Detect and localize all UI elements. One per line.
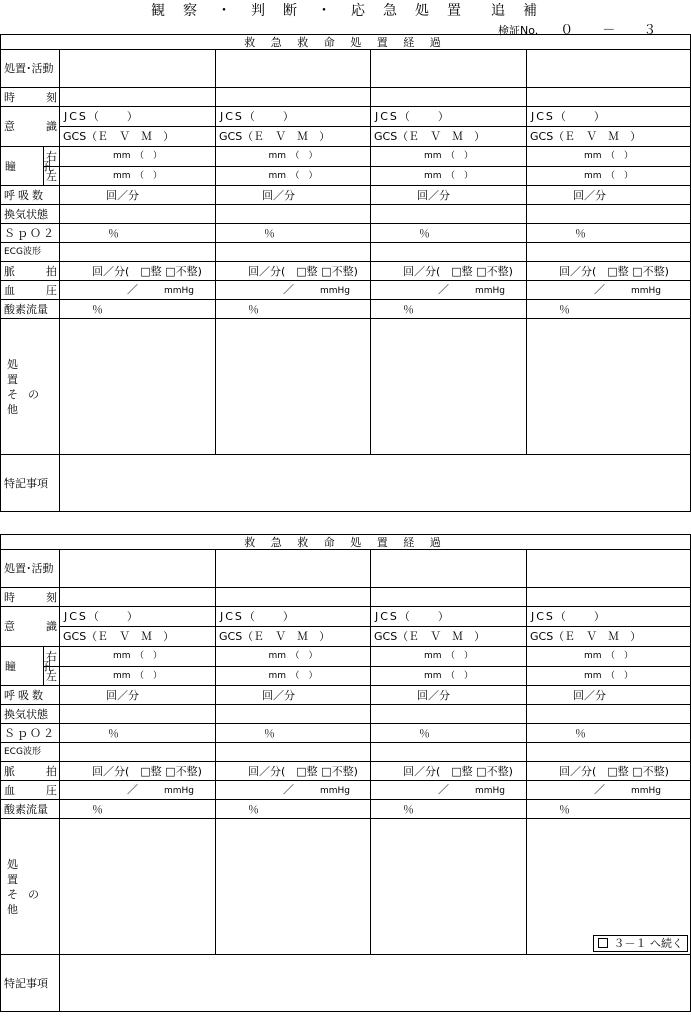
respiration-cell[interactable]: 回／分 [371, 186, 527, 205]
respiration-cell[interactable]: 回／分 [216, 186, 371, 205]
section-title: 救 急 救 命 処 置 経 過 [1, 535, 691, 550]
label-pupil-left: 左 [44, 167, 60, 186]
time-cell[interactable] [60, 588, 216, 607]
jcs-cell[interactable]: JCS（ ） [216, 107, 371, 127]
spo2-cell[interactable]: ％ [60, 724, 216, 743]
oxygen-cell[interactable]: ％ [216, 300, 371, 319]
bp-cell[interactable] [60, 781, 216, 800]
bp-cell[interactable] [216, 281, 371, 300]
pulse-cell[interactable]: 回／分( □整 □不整) [527, 762, 691, 781]
bp-cell[interactable] [527, 781, 691, 800]
label-spo2: ＳｐＯ２ [1, 224, 60, 243]
label-activity: 処置･活動 [1, 50, 60, 88]
bp-slash: ／ [283, 783, 294, 796]
respiration-cell[interactable]: 回／分 [60, 686, 216, 705]
time-cell[interactable] [527, 88, 691, 107]
oxygen-cell[interactable]: ％ [216, 800, 371, 819]
ventilation-cell[interactable] [527, 205, 691, 224]
respiration-cell[interactable]: 回／分 [60, 186, 216, 205]
cert-sub: ３ [643, 23, 657, 38]
label-pulse: 脈 拍 [1, 762, 60, 781]
pupil-left-cell[interactable]: mm （ ） [216, 167, 371, 186]
label-pupil: 瞳 孔 [1, 147, 44, 186]
spo2-cell[interactable]: ％ [216, 724, 371, 743]
jcs-cell[interactable]: JCS（ ） [60, 607, 216, 627]
pupil-right-cell[interactable]: mm （ ） [527, 147, 691, 167]
pupil-right-cell[interactable]: mm （ ） [60, 147, 216, 167]
time-cell[interactable] [60, 88, 216, 107]
activity-cell[interactable] [60, 50, 216, 88]
ecg-cell[interactable] [371, 243, 527, 262]
bp-unit: mmHg [475, 286, 506, 296]
spo2-cell[interactable]: ％ [527, 724, 691, 743]
treatment-cell[interactable] [527, 319, 691, 455]
label-treatment [1, 819, 60, 955]
oxygen-cell[interactable]: ％ [371, 300, 527, 319]
label-bp: 血 圧 [1, 281, 60, 300]
pupil-left-cell[interactable]: mm （ ） [216, 667, 371, 686]
pupil-left-cell[interactable]: mm （ ） [527, 667, 691, 686]
ecg-cell[interactable] [60, 743, 216, 762]
oxygen-cell[interactable]: ％ [60, 300, 216, 319]
jcs-cell[interactable]: JCS（ ） [371, 107, 527, 127]
treatment-cell[interactable] [216, 819, 371, 955]
ecg-cell[interactable] [216, 743, 371, 762]
pupil-left-cell[interactable]: mm （ ） [60, 667, 216, 686]
progress-section-2 [0, 534, 690, 1012]
pupil-right-cell[interactable]: mm （ ） [60, 647, 216, 667]
respiration-cell[interactable]: 回／分 [527, 186, 691, 205]
jcs-cell[interactable]: JCS（ ） [527, 107, 691, 127]
bp-unit: mmHg [475, 786, 506, 796]
bp-cell[interactable] [216, 781, 371, 800]
bp-slash: ／ [594, 783, 605, 796]
spo2-cell[interactable]: ％ [60, 224, 216, 243]
oxygen-cell[interactable]: ％ [527, 800, 691, 819]
label-treatment [1, 319, 60, 455]
time-cell[interactable] [216, 88, 371, 107]
activity-cell[interactable] [216, 50, 371, 88]
ventilation-cell[interactable] [371, 205, 527, 224]
gcs-cell[interactable]: GCS（Ｅ Ｖ Ｍ ） [371, 127, 527, 147]
activity-cell[interactable] [371, 50, 527, 88]
bp-unit: mmHg [631, 786, 662, 796]
oxygen-cell[interactable]: ％ [60, 800, 216, 819]
ecg-cell[interactable] [527, 243, 691, 262]
label-pupil-right: 右 [44, 647, 60, 667]
label-time: 時 刻 [1, 588, 60, 607]
bp-slash: ／ [594, 283, 605, 296]
title-part-observation: 観 察 [151, 3, 199, 19]
title-part-first-aid: 応 急 処 置 [351, 3, 463, 19]
pupil-right-cell[interactable]: mm （ ） [371, 647, 527, 667]
bp-unit: mmHg [164, 286, 195, 296]
label-treatment-line1: 処置 [7, 357, 42, 386]
ecg-cell[interactable] [527, 743, 691, 762]
time-cell[interactable] [371, 588, 527, 607]
spo2-cell[interactable]: ％ [371, 224, 527, 243]
ventilation-cell[interactable] [216, 205, 371, 224]
pulse-cell[interactable]: 回／分( □整 □不整) [216, 762, 371, 781]
bp-slash: ／ [438, 783, 449, 796]
pupil-left-cell[interactable]: mm （ ） [371, 167, 527, 186]
gcs-cell[interactable]: GCS（Ｅ Ｖ Ｍ ） [527, 127, 691, 147]
spo2-cell[interactable]: ％ [527, 224, 691, 243]
gcs-cell[interactable]: GCS（Ｅ Ｖ Ｍ ） [527, 627, 691, 647]
label-treatment-line2: その他 [7, 387, 49, 416]
pupil-left-cell[interactable]: mm （ ） [527, 167, 691, 186]
bp-slash: ／ [283, 283, 294, 296]
title-separator: ・ [317, 3, 333, 19]
activity-cell[interactable] [216, 550, 371, 588]
treatment-cell[interactable] [216, 319, 371, 455]
bp-unit: mmHg [631, 286, 662, 296]
pupil-left-cell[interactable]: mm （ ） [371, 667, 527, 686]
label-ecg: ECG波形 [1, 243, 60, 262]
label-consciousness: 意 識 [1, 607, 60, 647]
label-ventilation: 換気状態 [1, 205, 60, 224]
bp-cell[interactable] [60, 281, 216, 300]
bp-slash: ／ [127, 783, 138, 796]
label-respiration: 呼吸数 [1, 686, 60, 705]
pulse-cell[interactable]: 回／分( □整 □不整) [216, 262, 371, 281]
label-notes: 特記事項 [1, 955, 60, 1012]
label-pupil: 瞳 孔 [1, 647, 44, 686]
pupil-right-cell[interactable]: mm （ ） [527, 647, 691, 667]
bp-unit: mmHg [320, 786, 351, 796]
gcs-cell[interactable]: GCS（Ｅ Ｖ Ｍ ） [216, 627, 371, 647]
bp-slash: ／ [438, 283, 449, 296]
bp-cell[interactable] [527, 281, 691, 300]
jcs-cell[interactable]: JCS（ ） [371, 607, 527, 627]
label-bp: 血 圧 [1, 781, 60, 800]
oxygen-cell[interactable]: ％ [527, 300, 691, 319]
label-oxygen: 酸素流量 [1, 300, 60, 319]
label-activity: 処置･活動 [1, 550, 60, 588]
label-pulse: 脈 拍 [1, 262, 60, 281]
pulse-cell[interactable]: 回／分( □整 □不整) [60, 262, 216, 281]
time-cell[interactable] [371, 88, 527, 107]
pupil-right-cell[interactable]: mm （ ） [216, 147, 371, 167]
respiration-cell[interactable]: 回／分 [216, 686, 371, 705]
label-notes: 特記事項 [1, 455, 60, 512]
pupil-right-cell[interactable]: mm （ ） [371, 147, 527, 167]
jcs-cell[interactable]: JCS（ ） [527, 607, 691, 627]
ventilation-cell[interactable] [60, 705, 216, 724]
label-time: 時 刻 [1, 88, 60, 107]
cert-label: 検証No. [498, 24, 539, 37]
label-ventilation: 換気状態 [1, 705, 60, 724]
bp-unit: mmHg [164, 786, 195, 796]
label-respiration: 呼吸数 [1, 186, 60, 205]
title-part-judgement: 判 断 [251, 3, 299, 19]
treatment-cell[interactable] [60, 819, 216, 955]
activity-cell[interactable] [371, 550, 527, 588]
ventilation-cell[interactable] [371, 705, 527, 724]
label-oxygen: 酸素流量 [1, 800, 60, 819]
gcs-cell[interactable]: GCS（Ｅ Ｖ Ｍ ） [60, 627, 216, 647]
oxygen-cell[interactable]: ％ [371, 800, 527, 819]
bp-slash: ／ [127, 283, 138, 296]
pupil-left-cell[interactable]: mm （ ） [60, 167, 216, 186]
pulse-cell[interactable]: 回／分( □整 □不整) [371, 262, 527, 281]
notes-cell[interactable] [60, 455, 691, 512]
ecg-cell[interactable] [371, 743, 527, 762]
label-treatment-line2: その他 [7, 887, 49, 916]
label-consciousness: 意 識 [1, 107, 60, 147]
bp-cell[interactable] [371, 281, 527, 300]
continuation-note[interactable] [593, 935, 689, 952]
pulse-cell[interactable]: 回／分( □整 □不整) [527, 262, 691, 281]
bp-cell[interactable] [371, 781, 527, 800]
ventilation-cell[interactable] [527, 705, 691, 724]
time-cell[interactable] [527, 588, 691, 607]
respiration-cell[interactable]: 回／分 [527, 686, 691, 705]
jcs-cell[interactable]: JCS（ ） [60, 107, 216, 127]
checkbox-icon[interactable] [598, 938, 608, 948]
activity-cell[interactable] [60, 550, 216, 588]
bp-unit: mmHg [320, 286, 351, 296]
label-treatment-line1: 処置 [7, 857, 42, 886]
pupil-right-cell[interactable]: mm （ ） [216, 647, 371, 667]
treatment-cell[interactable] [371, 819, 527, 955]
treatment-cell[interactable] [60, 319, 216, 455]
cert-dash: － [602, 23, 616, 38]
label-spo2: ＳｐＯ２ [1, 724, 60, 743]
form-title [0, 0, 690, 20]
activity-cell[interactable] [527, 50, 691, 88]
ecg-cell[interactable] [60, 243, 216, 262]
treatment-cell[interactable] [371, 319, 527, 455]
time-cell[interactable] [216, 588, 371, 607]
spo2-cell[interactable]: ％ [371, 724, 527, 743]
title-separator: ・ [217, 3, 233, 19]
label-pupil-left: 左 [44, 667, 60, 686]
gcs-cell[interactable]: GCS（Ｅ Ｖ Ｍ ） [60, 127, 216, 147]
label-ecg: ECG波形 [1, 743, 60, 762]
ventilation-cell[interactable] [216, 705, 371, 724]
gcs-cell[interactable]: GCS（Ｅ Ｖ Ｍ ） [371, 627, 527, 647]
gcs-cell[interactable]: GCS（Ｅ Ｖ Ｍ ） [216, 127, 371, 147]
label-pupil-right: 右 [44, 147, 60, 167]
ventilation-cell[interactable] [60, 205, 216, 224]
section-title: 救 急 救 命 処 置 経 過 [1, 35, 691, 50]
activity-cell[interactable] [527, 550, 691, 588]
treatment-cell[interactable] [527, 819, 691, 955]
treatment-progress-table [0, 534, 691, 1012]
ecg-cell[interactable] [216, 243, 371, 262]
notes-cell[interactable] [60, 955, 691, 1012]
respiration-cell[interactable]: 回／分 [371, 686, 527, 705]
pulse-cell[interactable]: 回／分( □整 □不整) [371, 762, 527, 781]
cert-no: ０ [560, 23, 575, 38]
treatment-progress-table [0, 34, 691, 512]
spo2-cell[interactable]: ％ [216, 224, 371, 243]
jcs-cell[interactable]: JCS（ ） [216, 607, 371, 627]
progress-section-1 [0, 34, 690, 512]
title-part-supplement: 追 補 [491, 3, 539, 19]
continuation-text: ３－１ へ続く [613, 937, 684, 950]
pulse-cell[interactable]: 回／分( □整 □不整) [60, 762, 216, 781]
